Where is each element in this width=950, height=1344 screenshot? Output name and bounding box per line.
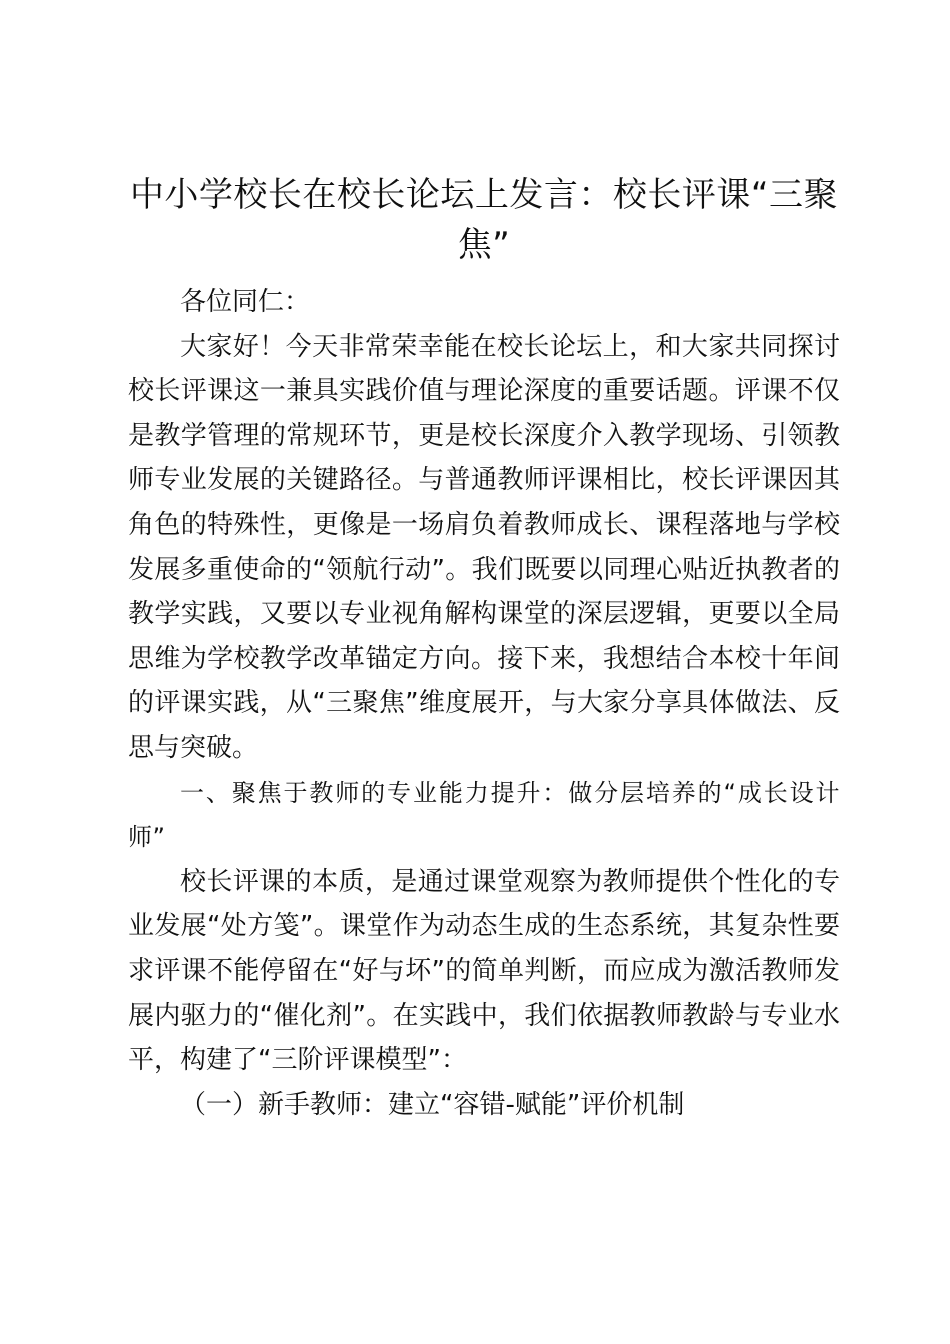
- salutation: 各位同仁：: [180, 287, 311, 317]
- intro-paragraph: 大家好！今天非常荣幸能在校长论坛上，和大家共同探讨校长评课这一兼具实践价值与理论深度的重要话题。评课不仅是教学管理的常规环节，更是校长深度介入教学现场、引领教师专业发展的关键路径。与普通教师评课相比，校长评课因其角色的特殊性，更像是一场肩负着教师成长、课程落地与学校发展多重使命的“领航行动”。我们既要以同理心贴近执教者的教学实践，又要以专业视角解构课堂的深层逻辑，更要以全局思维为学校教学改革锚定方向。接下来，我想结合本校十年间的评课实践，从“三聚焦”维度展开，与大家分享具体做法、反思与突破。: [128, 331, 840, 763]
- document-page: [128, 170, 840, 1127]
- section-1-heading: 一、聚焦于教师的专业能力提升：做分层培养的“成长设计师”: [128, 778, 840, 852]
- subsection-1-heading: （一）新手教师：建立“容错-赋能”评价机制: [180, 1089, 685, 1120]
- section-1-paragraph: 校长评课的本质，是通过课堂观察为教师提供个性化的专业发展“处方笺”。课堂作为动态生成的生态系统，其复杂性要求评课不能停留在“好与坏”的简单判断，而应成为激活教师发展内驱力的“催化剂”。在实践中，我们依据教师教龄与专业水平，构建了“三阶评课模型”：: [128, 866, 840, 1076]
- document-title: 中小学校长在校长论坛上发言：校长评课“三聚焦”: [129, 175, 839, 265]
